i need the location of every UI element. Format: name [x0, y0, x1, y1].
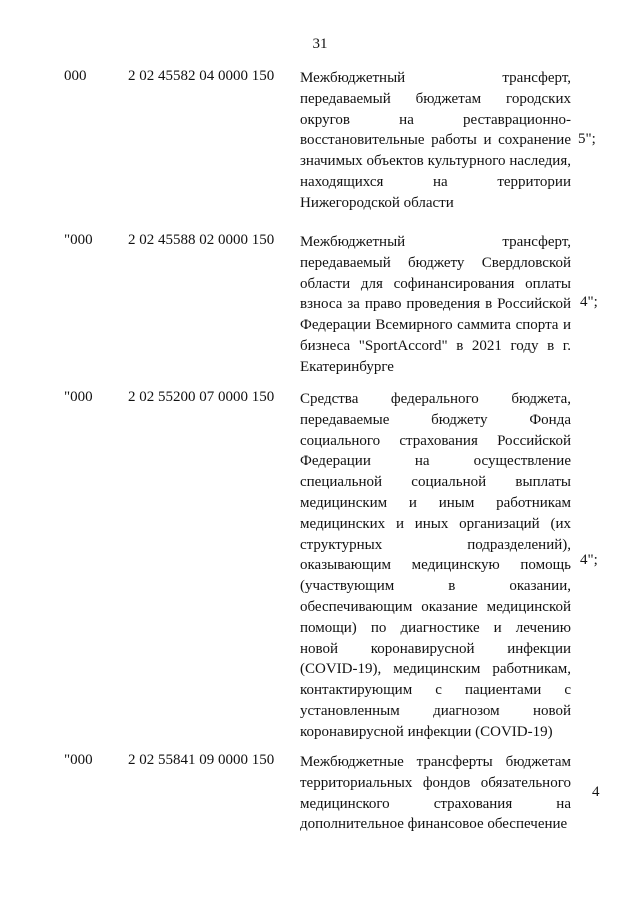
income-description: Средства федерального бюджета, передаваемые бюджету Фонда социального страхования Российской Федерации на осуществление специальной социальной выплаты медицинским и иным работникам медицинских и иных организаций (их структурных подразделений), оказывающим медицинскую помощь (участвующим в оказании, обеспечивающим оказание медицинской помощи) по диагностике и лечению новой коронавирусной инфекции (COVID-19), медицинским работникам, контактирующим с пациентами с установленным диагнозом новой коронавирусной инфекции (COVID-19): [300, 391, 571, 740]
amount: 5";: [578, 131, 596, 147]
budget-class-code: 2 02 55841 09 0000 150: [128, 752, 275, 768]
page-number: 31: [312, 36, 328, 52]
amount: 4: [592, 784, 600, 800]
budget-class-code: 2 02 55200 07 0000 150: [128, 389, 275, 405]
budget-class-code: 2 02 45582 04 0000 150: [128, 68, 275, 84]
admin-code: "000: [64, 232, 93, 248]
admin-code: 000: [64, 68, 87, 84]
admin-code: "000: [64, 389, 93, 405]
income-description: Межбюджетные трансферты бюджетам территориальных фондов обязательного медицинского страхования на дополнительное финансовое обеспечение: [300, 754, 571, 833]
income-description: Межбюджетный трансферт, передаваемый бюджету Свердловской области для софинансирования оплаты взноса за право проведения в Российской Федерации Всемирного саммита спорта и бизнеса "SportAccord" в 2021 году в г. Екатеринбурге: [300, 234, 571, 375]
budget-class-code: 2 02 45588 02 0000 150: [128, 232, 275, 248]
income-description: Межбюджетный трансферт, передаваемый бюджетам городских округов на реставрационно-восстановительные работы и сохранение значимых объектов культурного наследия, находящихся на территории Нижегородской области: [300, 70, 571, 211]
amount: 4";: [580, 294, 598, 310]
amount: 4";: [580, 552, 598, 568]
admin-code: "000: [64, 752, 93, 768]
